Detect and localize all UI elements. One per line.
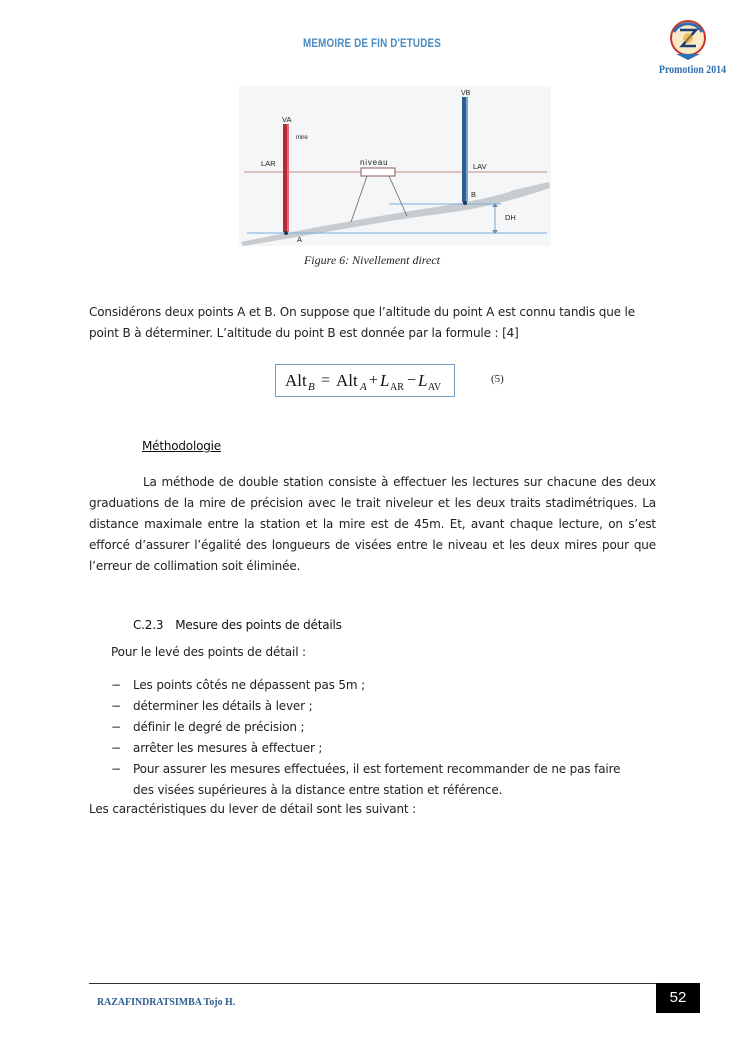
promotion-label: Promotion 2014	[658, 64, 726, 76]
label-niveau: niveau	[360, 158, 389, 167]
rod-a-highlight	[287, 124, 289, 232]
label-b: B	[471, 190, 477, 199]
footer-author: RAZAFINDRATSIMBA Tojo H.	[97, 996, 236, 1008]
formula-l-ar: L	[380, 371, 390, 390]
label-dh: DH	[505, 213, 516, 222]
label-mire: mire	[296, 135, 308, 141]
level-instrument	[361, 168, 395, 176]
footer-rule	[89, 983, 656, 984]
list-item: − définir le degré de précision ;	[111, 717, 656, 738]
intro-paragraph: Considérons deux points A et B. On suppose que l’altitude du point A est connu tandis que le point B à déterminer. L’altitude du point B est donnée par la formule : [4]	[89, 305, 635, 340]
section-title: Mesure des points de détails	[175, 618, 342, 632]
point-a-marker	[284, 231, 288, 235]
formula-alt-b: Alt	[285, 371, 307, 390]
formula-l-av: L	[418, 371, 428, 390]
list-item: − arrêter les mesures à effectuer ;	[111, 738, 656, 759]
section-intro: Pour le levé des points de détail :	[111, 645, 306, 659]
rod-b-highlight	[466, 97, 468, 202]
label-lav: LAV	[473, 162, 487, 171]
header-title: MEMOIRE DE FIN D'ETUDES	[303, 36, 441, 50]
detail-list	[111, 675, 656, 801]
section-number: C.2.3	[133, 618, 164, 632]
label-lar: LAR	[261, 159, 276, 168]
bullet-dash: −	[111, 720, 121, 734]
bullet-dash: −	[111, 699, 121, 713]
list-item: − Les points côtés ne dépassent pas 5m ;	[111, 675, 656, 696]
point-b-marker	[463, 201, 467, 205]
rod-b	[462, 97, 466, 202]
formula-minus: −	[407, 372, 417, 389]
closing-line: Les caractéristiques du lever de détail sont les suivant :	[89, 802, 417, 816]
equation-number: (5)	[491, 373, 504, 385]
formula	[276, 365, 453, 395]
methodologie-paragraph: La méthode de double station consiste à effectuer les lectures sur chacune des deux graduations de la mire de précision avec le trait niveleur et les deux traits stadimétriques. La distance maximale entre la station et la mire est de 45m. Et, avant chaque lecture, on s’est efforcé d’assurer l’égalité des longueurs de visées entre le niveau et les deux mires pour que l’erreur de collimation soit éliminée.	[89, 475, 656, 573]
nivellement-figure	[239, 86, 551, 246]
formula-equals: =	[321, 372, 331, 389]
figure-caption: Figure 6: Nivellement direct	[303, 253, 441, 267]
page-number: 52	[656, 983, 700, 1013]
bullet-dash: −	[111, 762, 121, 776]
rod-a	[283, 124, 287, 232]
label-va: VA	[282, 115, 292, 124]
bullet-dash: −	[111, 741, 121, 755]
formula-alt-a: Alt	[336, 371, 358, 390]
formula-box	[275, 364, 455, 397]
formula-plus: +	[369, 372, 379, 389]
formula-sub-av: AV	[428, 382, 442, 393]
list-item: − déterminer les détails à lever ;	[111, 696, 656, 717]
formula-sub-b: B	[308, 381, 315, 393]
formula-sub-a: A	[360, 381, 367, 393]
school-logo-icon	[668, 18, 708, 62]
bullet-dash: −	[111, 678, 121, 692]
section-heading	[133, 618, 342, 632]
formula-sub-ar: AR	[390, 382, 404, 393]
label-vb: VB	[461, 90, 471, 97]
label-a: A	[297, 235, 303, 244]
methodologie-heading: Méthodologie	[142, 439, 221, 453]
list-item: − Pour assurer les mesures effectuées, il est fortement recommander de ne pas faire des visées supérieures à la distance entre station et référence.	[111, 759, 656, 801]
